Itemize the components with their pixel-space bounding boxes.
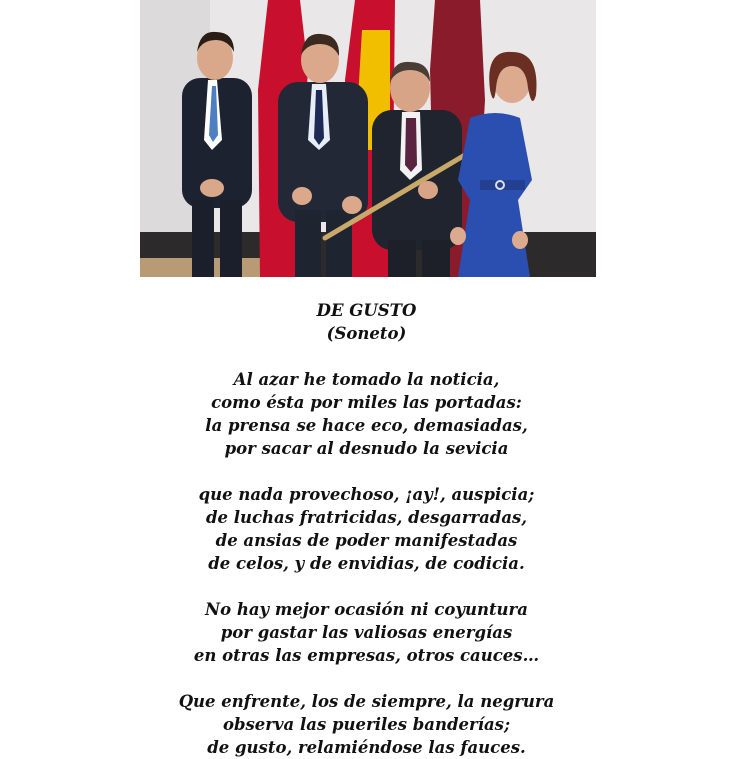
stanza-2-line-3: de ansias de poder manifestadas bbox=[215, 531, 518, 550]
stanza-4-line-2: observa las pueriles banderías; bbox=[222, 715, 511, 734]
stanza-4-line-1: Que enfrente, los de siempre, la negrura bbox=[178, 692, 555, 711]
stanza-1-line-4: por sacar al desnudo la sevicia bbox=[224, 439, 509, 458]
stanza-3-line-2: por gastar las valiosas energías bbox=[220, 623, 513, 642]
stanza-2-line-1: que nada provechoso, ¡ay!, auspicia; bbox=[198, 485, 535, 504]
news-photo bbox=[140, 0, 596, 277]
stanza-3-line-1: No hay mejor ocasión ni coyuntura bbox=[205, 600, 528, 619]
photo-illustration bbox=[140, 0, 596, 277]
stanza-4-line-3: de gusto, relamiéndose las fauces. bbox=[207, 738, 526, 757]
poem-subtitle: (Soneto) bbox=[326, 324, 407, 343]
stanza-1-line-3: la prensa se hace eco, demasiadas, bbox=[205, 416, 528, 435]
poem-title: DE GUSTO bbox=[316, 301, 417, 320]
stanza-1-line-2: como ésta por miles las portadas: bbox=[211, 393, 522, 412]
stanza-2-line-2: de luchas fratricidas, desgarradas, bbox=[205, 508, 528, 527]
sonnet bbox=[0, 299, 733, 759]
stanza-2-line-4: de celos, y de envidias, de codicia. bbox=[208, 554, 525, 573]
stanza-1-line-1: Al azar he tomado la noticia, bbox=[233, 370, 500, 389]
stanza-3-line-3: en otras las empresas, otros cauces… bbox=[193, 646, 540, 665]
